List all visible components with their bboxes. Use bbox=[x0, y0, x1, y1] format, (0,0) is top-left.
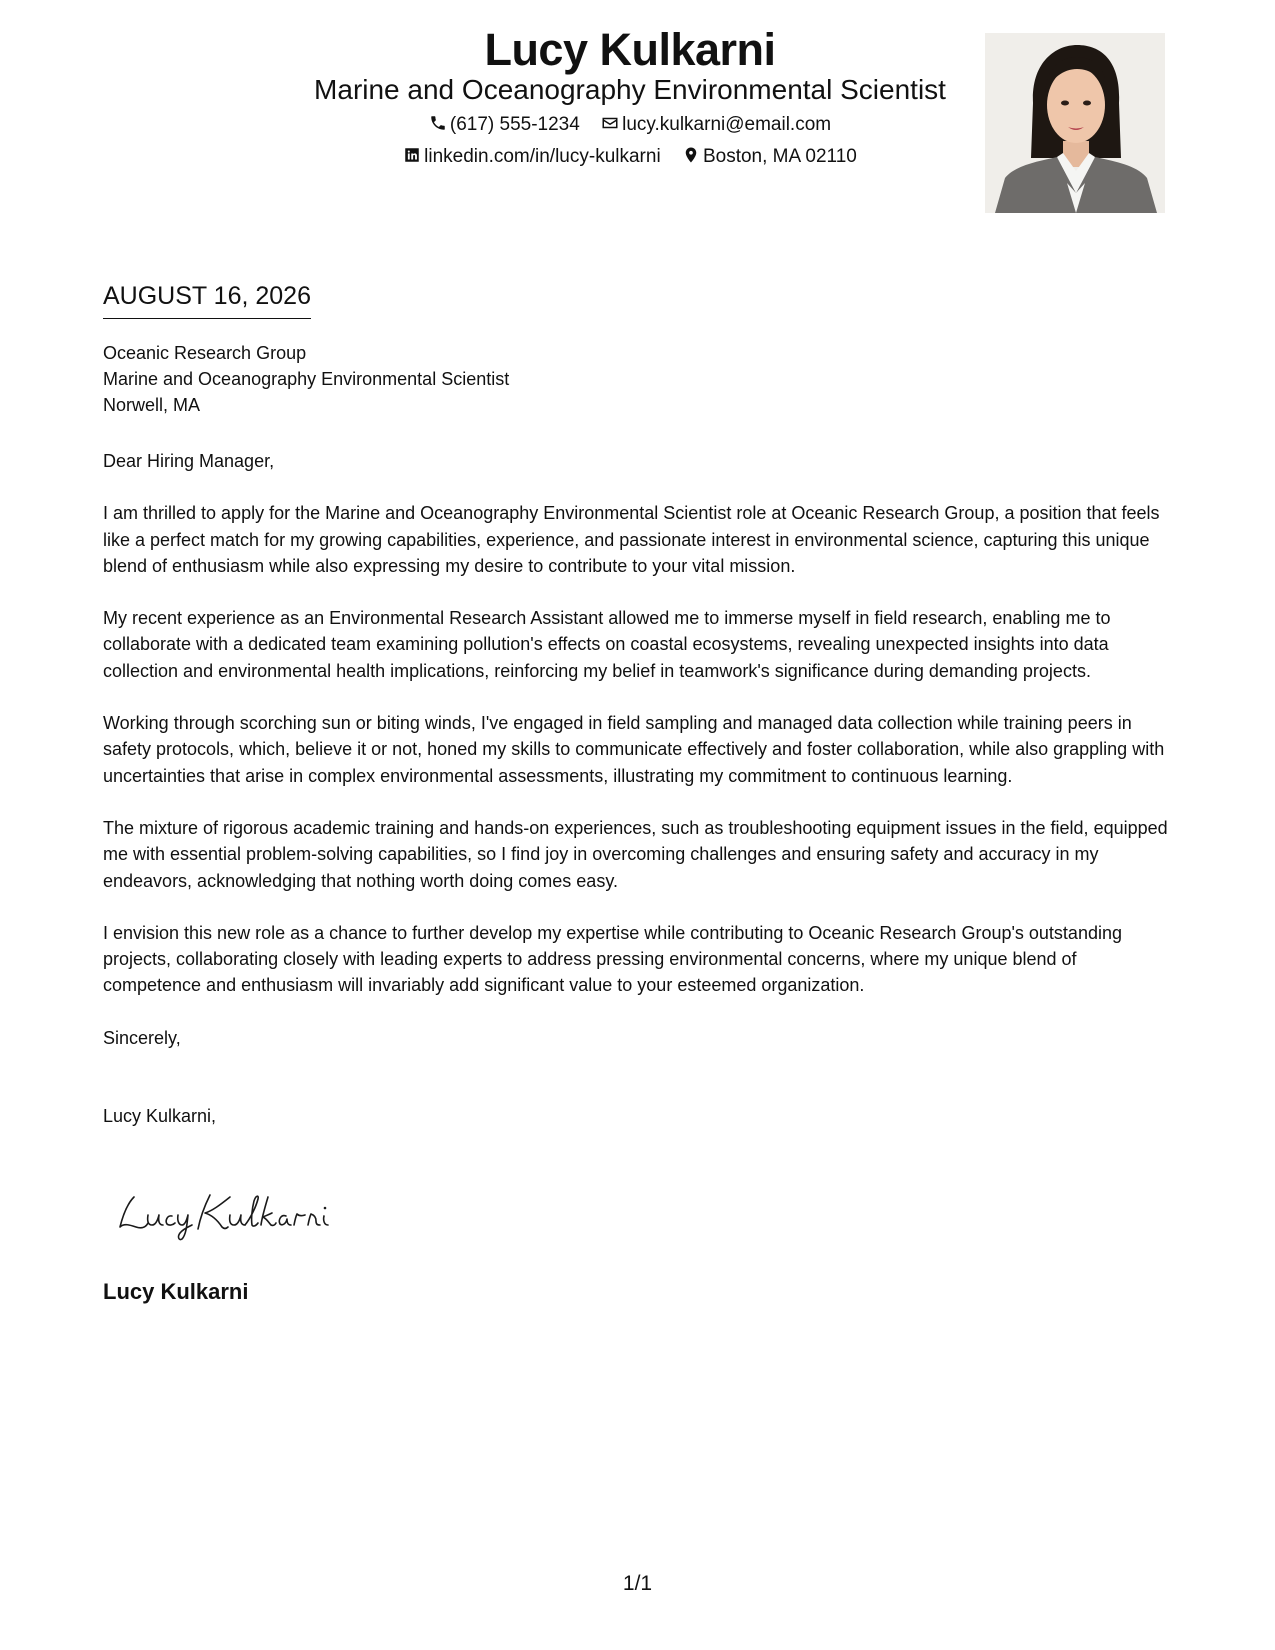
portrait-illustration bbox=[985, 33, 1165, 213]
envelope-icon bbox=[601, 114, 619, 132]
signature-graphic bbox=[112, 1183, 352, 1243]
letter-header bbox=[0, 0, 1275, 230]
contact-linkedin[interactable] bbox=[403, 145, 661, 169]
phone-text: (617) 555-1234 bbox=[449, 114, 580, 135]
body-paragraph: Working through scorching sun or biting winds, I've engaged in field sampling and managed data collection while training peers in safety protocols, which, believe it or not, honed my skills to communicate effectively and foster collaboration, while also grappling with uncertainties that arise in complex environmental assessments, illustrating my commitment to continuous learning. bbox=[103, 713, 1165, 786]
linkedin-text: linkedin.com/in/lucy-kulkarni bbox=[424, 146, 661, 167]
recipient-location: Norwell, MA bbox=[103, 395, 201, 415]
salutation: Dear Hiring Manager, bbox=[103, 451, 275, 471]
location-text: Boston, MA 02110 bbox=[702, 146, 857, 167]
phone-icon bbox=[429, 114, 447, 132]
body-paragraph: I am thrilled to apply for the Marine and Oceanography Environmental Scientist role at Oceanic Research Group, a position that feels like a perfect match for my growing capabilities, experience, and passionate interest in environmental science, capturing this unique blend of enthusiasm while also expressing my desire to contribute to your vital mission. bbox=[103, 503, 1160, 576]
contact-location bbox=[682, 145, 857, 169]
applicant-title: Marine and Oceanography Environmental Scientist bbox=[314, 74, 946, 105]
map-pin-icon bbox=[682, 146, 700, 164]
contact-row-secondary bbox=[230, 145, 1030, 169]
contact-email[interactable] bbox=[601, 113, 831, 137]
signer-name: Lucy Kulkarni bbox=[103, 1279, 249, 1304]
body-paragraph: My recent experience as an Environmental Research Assistant allowed me to immerse myself in field research, enabling me to collaborate with a dedicated team examining pollution's effects on coastal ecosystems, revealing unexpected insights into data collection and environmental health implications, reinforcing my belief in teamwork's significance during demanding projects. bbox=[103, 608, 1111, 681]
recipient-position: Marine and Oceanography Environmental Scientist bbox=[103, 369, 510, 389]
contact-row-primary bbox=[230, 113, 1030, 137]
profile-photo bbox=[985, 33, 1165, 213]
body-paragraph: I envision this new role as a chance to further develop my expertise while contributing to Oceanic Research Group's outstanding projects, collaborating closely with leading experts to address pressing environmental concerns, where my unique blend of competence and enthusiasm will invariably add significant value to your esteemed organization. bbox=[103, 922, 1122, 996]
recipient-block bbox=[103, 340, 509, 418]
page-number: 1/1 bbox=[622, 1572, 653, 1595]
email-text: lucy.kulkarni@email.com bbox=[622, 114, 832, 135]
applicant-name: Lucy Kulkarni bbox=[484, 24, 776, 75]
recipient-company: Oceanic Research Group bbox=[103, 343, 307, 363]
handwritten-signature bbox=[112, 1183, 352, 1243]
signer-line: Lucy Kulkarni, bbox=[103, 1106, 217, 1127]
letter-date: AUGUST 16, 2026 bbox=[103, 280, 311, 319]
closing: Sincerely, bbox=[103, 1027, 181, 1048]
body-paragraph: The mixture of rigorous academic training and hands-on experiences, such as troubleshooting equipment issues in the field, equipped me with essential problem-solving capabilities, so I find joy in overcoming challenges and ensuring safety and accuracy in my endeavors, acknowledging that nothing worth doing comes easy. bbox=[103, 817, 1168, 891]
contact-phone[interactable] bbox=[429, 113, 580, 137]
letter-body bbox=[103, 448, 1178, 1155]
linkedin-icon bbox=[403, 146, 421, 164]
